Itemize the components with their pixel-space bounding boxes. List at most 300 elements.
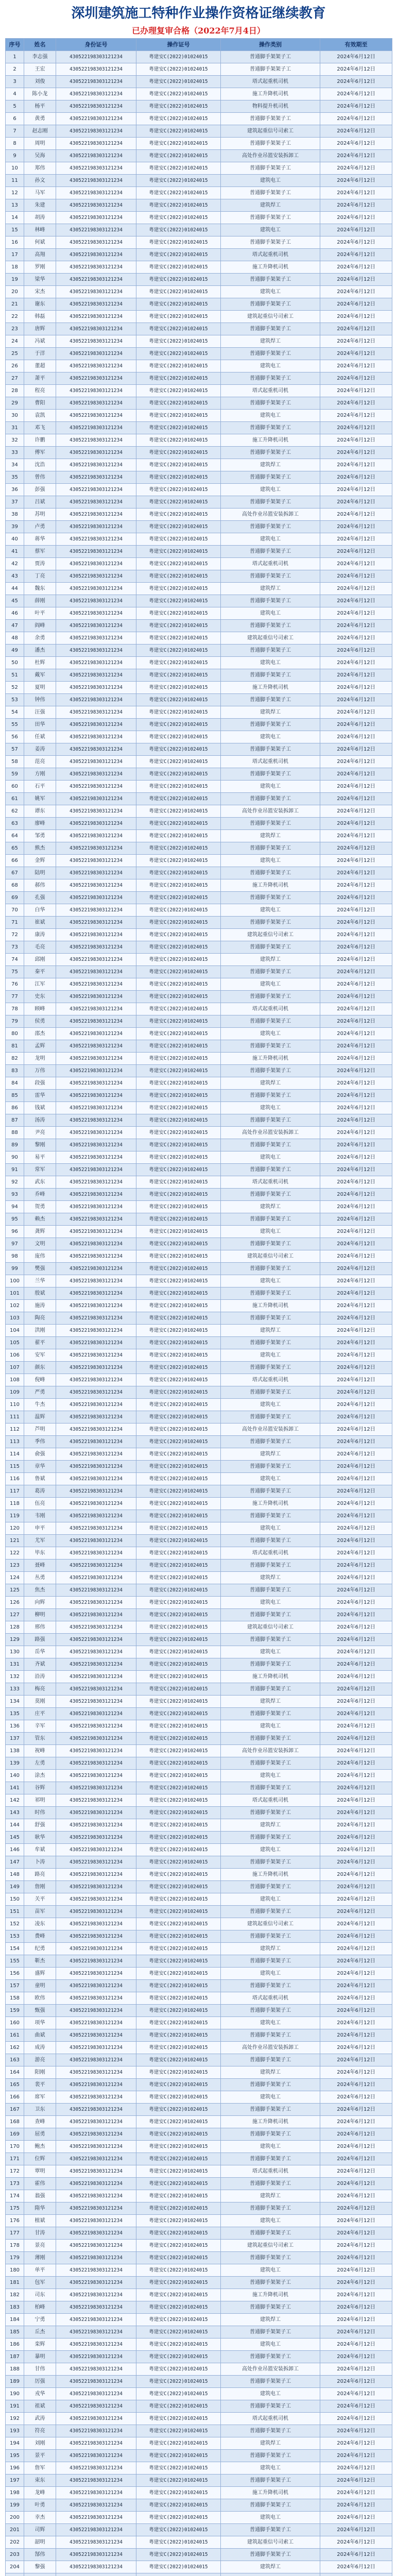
cell-operation-category: 普通脚手架架子工 [221, 1658, 320, 1671]
cell-id-number: 430522198303121234 [56, 274, 136, 286]
cell-operation-category: 施工升降机司机 [221, 261, 320, 274]
cell-name: 刘刚 [24, 2437, 56, 2450]
cell-seq: 5 [6, 100, 24, 113]
cell-operation-category: 普通脚手架架子工 [221, 2475, 320, 2487]
cell-name: 卢勇 [24, 521, 56, 533]
cell-operation-category: 普通脚手架架子工 [221, 51, 320, 63]
cell-name: 盛辉 [24, 1968, 56, 1980]
cell-seq: 195 [6, 2450, 24, 2462]
cell-certificate-number: 粤建安C(2022)01024015 [136, 607, 221, 620]
cell-id-number: 430522198303121234 [56, 1003, 136, 1015]
cell-id-number: 430522198303121234 [56, 991, 136, 1003]
cell-operation-category: 普通脚手架架子工 [221, 1906, 320, 1918]
table-row [6, 2264, 392, 2277]
cell-seq: 36 [6, 484, 24, 496]
cell-id-number: 430522198303121234 [56, 1708, 136, 1720]
cell-id-number: 430522198303121234 [56, 138, 136, 150]
cell-certificate-number: 粤建安C(2022)01024015 [136, 422, 221, 434]
cell-id-number: 430522198303121234 [56, 2079, 136, 2091]
cell-valid-until: 2024年6月12日 [320, 583, 392, 595]
table-row [6, 212, 392, 224]
cell-operation-category: 建筑电工 [221, 1473, 320, 1485]
cell-seq: 99 [6, 1263, 24, 1275]
cell-seq: 15 [6, 224, 24, 236]
cell-id-number: 430522198303121234 [56, 2487, 136, 2499]
cell-name: 耿华 [24, 1832, 56, 1844]
cell-seq: 170 [6, 2141, 24, 2153]
cell-seq: 119 [6, 1510, 24, 1522]
cell-id-number: 430522198303121234 [56, 1201, 136, 1213]
cell-operation-category: 普通脚手架架子工 [221, 1782, 320, 1794]
cell-seq: 181 [6, 2277, 24, 2289]
cell-certificate-number: 粤建安C(2022)01024015 [136, 2475, 221, 2487]
cell-valid-until: 2024年6月12日 [320, 63, 392, 76]
cell-valid-until: 2024年6月12日 [320, 2240, 392, 2252]
table-row [6, 2524, 392, 2536]
cell-certificate-number: 粤建安C(2022)01024015 [136, 2264, 221, 2277]
cell-id-number: 430522198303121234 [56, 360, 136, 372]
table-row [6, 570, 392, 583]
cell-operation-category: 塔式起重机司机 [221, 1547, 320, 1560]
cell-certificate-number: 粤建安C(2022)01024015 [136, 113, 221, 125]
cell-name: 武涛 [24, 2413, 56, 2425]
cell-id-number: 430522198303121234 [56, 2128, 136, 2141]
table-row [6, 1423, 392, 1436]
cell-valid-until: 2024年6月12日 [320, 162, 392, 175]
cell-valid-until: 2024年6月12日 [320, 1151, 392, 1164]
table-row [6, 1930, 392, 1943]
cell-certificate-number: 粤建安C(2022)01024015 [136, 2524, 221, 2536]
cell-seq: 8 [6, 138, 24, 150]
cell-id-number: 430522198303121234 [56, 447, 136, 459]
cell-operation-category: 建筑电工 [221, 2141, 320, 2153]
cell-name: 焦杰 [24, 1584, 56, 1597]
cell-valid-until: 2024年6月12日 [320, 1832, 392, 1844]
cell-id-number: 430522198303121234 [56, 1807, 136, 1819]
cell-id-number: 430522198303121234 [56, 657, 136, 669]
cell-seq: 55 [6, 719, 24, 731]
cell-valid-until: 2024年6月12日 [320, 236, 392, 249]
cell-name: 邹勇 [24, 830, 56, 842]
cell-name: 兰华 [24, 1275, 56, 1287]
cell-operation-category: 普通脚手架架子工 [221, 1065, 320, 1077]
cell-operation-category: 普通脚手架架子工 [221, 2104, 320, 2116]
table-row [6, 447, 392, 459]
table-row [6, 1869, 392, 1881]
table-row [6, 509, 392, 521]
cell-seq: 120 [6, 1522, 24, 1535]
table-row [6, 2202, 392, 2215]
cell-operation-category: 普通脚手架架子工 [221, 570, 320, 583]
cell-certificate-number: 粤建安C(2022)01024015 [136, 1498, 221, 1510]
cell-valid-until: 2024年6月12日 [320, 2252, 392, 2264]
cell-certificate-number: 粤建安C(2022)01024015 [136, 2029, 221, 2042]
cell-operation-category: 普通脚手架架子工 [221, 422, 320, 434]
cell-valid-until: 2024年6月12日 [320, 385, 392, 397]
cell-certificate-number: 粤建安C(2022)01024015 [136, 447, 221, 459]
table-row [6, 2289, 392, 2301]
cell-valid-until: 2024年6月12日 [320, 224, 392, 236]
cell-name: 暴明 [24, 2351, 56, 2363]
cell-seq: 136 [6, 1720, 24, 1733]
cell-operation-category: 建筑电工 [221, 1226, 320, 1238]
cell-valid-until: 2024年6月12日 [320, 1436, 392, 1448]
cell-operation-category: 建筑电工 [221, 1028, 320, 1040]
cell-certificate-number: 粤建安C(2022)01024015 [136, 397, 221, 410]
table-row [6, 2475, 392, 2487]
cell-seq: 53 [6, 694, 24, 706]
cell-seq: 141 [6, 1782, 24, 1794]
cell-id-number: 430522198303121234 [56, 484, 136, 496]
cell-seq: 89 [6, 1139, 24, 1151]
cell-valid-until: 2024年6月12日 [320, 2524, 392, 2536]
cell-seq: 12 [6, 187, 24, 199]
cell-certificate-number: 粤建安C(2022)01024015 [136, 2326, 221, 2338]
cell-operation-category: 建筑电工 [221, 781, 320, 793]
cell-certificate-number: 粤建安C(2022)01024015 [136, 199, 221, 212]
cell-operation-category: 普通脚手架架子工 [221, 298, 320, 311]
cell-valid-until: 2024年6月12日 [320, 533, 392, 546]
table-row [6, 2054, 392, 2066]
cell-certificate-number: 粤建安C(2022)01024015 [136, 1634, 221, 1646]
cell-operation-category: 建筑电工 [221, 2388, 320, 2400]
cell-certificate-number: 粤建安C(2022)01024015 [136, 1399, 221, 1411]
cell-id-number: 430522198303121234 [56, 842, 136, 855]
cell-certificate-number: 粤建安C(2022)01024015 [136, 1015, 221, 1028]
cell-operation-category: 建筑电工 [221, 855, 320, 867]
cell-id-number: 430522198303121234 [56, 645, 136, 657]
cell-name: 丛勇 [24, 1572, 56, 1584]
cell-name: 乔峰 [24, 1189, 56, 1201]
cell-id-number: 430522198303121234 [56, 1473, 136, 1485]
cell-id-number: 430522198303121234 [56, 694, 136, 706]
cell-name: 崔斌 [24, 917, 56, 929]
cell-operation-category: 普通脚手架架子工 [221, 1535, 320, 1547]
cell-name: 祝峰 [24, 1745, 56, 1757]
cell-operation-category: 建筑电工 [221, 607, 320, 620]
cell-valid-until: 2024年6月12日 [320, 632, 392, 645]
cell-id-number: 430522198303121234 [56, 199, 136, 212]
cell-seq: 14 [6, 212, 24, 224]
cell-valid-until: 2024年6月12日 [320, 669, 392, 682]
cell-name: 侯勇 [24, 1015, 56, 1028]
cell-operation-category: 塔式起重机司机 [221, 249, 320, 261]
cell-seq: 159 [6, 2005, 24, 2017]
cell-certificate-number: 粤建安C(2022)01024015 [136, 2240, 221, 2252]
cell-seq: 35 [6, 471, 24, 484]
cell-seq: 69 [6, 892, 24, 904]
cell-operation-category: 建筑电工 [221, 224, 320, 236]
cell-valid-until: 2024年6月12日 [320, 360, 392, 372]
cell-id-number: 430522198303121234 [56, 2116, 136, 2128]
cell-operation-category: 施工升降机司机 [221, 1498, 320, 1510]
cell-name: 毕东 [24, 1547, 56, 1560]
cell-id-number: 430522198303121234 [56, 162, 136, 175]
cell-id-number: 430522198303121234 [56, 434, 136, 447]
table-row [6, 1176, 392, 1189]
cell-name: 牟斌 [24, 1844, 56, 1856]
table-row [6, 2277, 392, 2289]
cell-seq: 94 [6, 1201, 24, 1213]
cell-seq: 27 [6, 372, 24, 385]
cell-name: 苏明 [24, 509, 56, 521]
cell-seq: 74 [6, 954, 24, 966]
cell-name: 田华 [24, 719, 56, 731]
cell-seq: 84 [6, 1077, 24, 1090]
cell-id-number: 430522198303121234 [56, 2252, 136, 2264]
cell-id-number: 430522198303121234 [56, 1510, 136, 1522]
cell-valid-until: 2024年6月12日 [320, 694, 392, 706]
cell-name: 植斌 [24, 2215, 56, 2227]
cell-operation-category: 建筑焊工 [221, 1696, 320, 1708]
cell-valid-until: 2024年6月12日 [320, 496, 392, 509]
cell-id-number: 430522198303121234 [56, 855, 136, 867]
table-row [6, 1015, 392, 1028]
cell-seq: 25 [6, 348, 24, 360]
cell-certificate-number: 粤建安C(2022)01024015 [136, 2116, 221, 2128]
cell-name: 金辉 [24, 855, 56, 867]
cell-operation-category: 建筑电工 [221, 1522, 320, 1535]
table-row [6, 1164, 392, 1176]
cell-valid-until: 2024年6月12日 [320, 138, 392, 150]
cell-name: 幸杰 [24, 2512, 56, 2524]
cell-name: 凌东 [24, 1918, 56, 1930]
cell-valid-until: 2024年6月12日 [320, 100, 392, 113]
cell-certificate-number: 粤建安C(2022)01024015 [136, 1386, 221, 1399]
header-valid-until: 有效期至 [320, 39, 392, 51]
cell-valid-until: 2024年6月12日 [320, 125, 392, 138]
cell-seq: 83 [6, 1065, 24, 1077]
cell-name: 詹军 [24, 2462, 56, 2475]
cell-name: 钱斌 [24, 1102, 56, 1114]
table-row [6, 1535, 392, 1547]
cell-valid-until: 2024年6月12日 [320, 2128, 392, 2141]
cell-certificate-number: 粤建安C(2022)01024015 [136, 2066, 221, 2079]
cell-operation-category: 普通脚手架架子工 [221, 2400, 320, 2413]
cell-certificate-number: 粤建安C(2022)01024015 [136, 818, 221, 830]
cell-id-number: 430522198303121234 [56, 1621, 136, 1634]
cell-seq: 23 [6, 323, 24, 335]
cell-seq: 73 [6, 941, 24, 954]
cell-id-number: 430522198303121234 [56, 954, 136, 966]
cell-operation-category: 普通脚手架架子工 [221, 372, 320, 385]
cell-valid-until: 2024年6月12日 [320, 867, 392, 879]
cell-seq: 124 [6, 1572, 24, 1584]
cell-id-number: 430522198303121234 [56, 1127, 136, 1139]
cell-id-number: 430522198303121234 [56, 459, 136, 471]
cell-operation-category: 普通脚手架架子工 [221, 1015, 320, 1028]
cell-certificate-number: 粤建安C(2022)01024015 [136, 2437, 221, 2450]
cell-id-number: 430522198303121234 [56, 2104, 136, 2116]
cell-certificate-number: 粤建安C(2022)01024015 [136, 2252, 221, 2264]
cell-name: 董超 [24, 360, 56, 372]
cell-name: 曹阳 [24, 397, 56, 410]
cell-name: 管东 [24, 1733, 56, 1745]
cell-seq: 176 [6, 2215, 24, 2227]
cell-name: 祖斌 [24, 2400, 56, 2413]
cell-seq: 16 [6, 236, 24, 249]
cell-certificate-number: 粤建安C(2022)01024015 [136, 372, 221, 385]
cell-id-number: 430522198303121234 [56, 2400, 136, 2413]
cell-valid-until: 2024年6月12日 [320, 1782, 392, 1794]
cell-seq: 152 [6, 1918, 24, 1930]
cell-seq: 134 [6, 1696, 24, 1708]
table-row [6, 471, 392, 484]
table-row [6, 1040, 392, 1053]
cell-id-number: 430522198303121234 [56, 1683, 136, 1696]
cell-valid-until: 2024年6月12日 [320, 397, 392, 410]
cell-name: 黎刚 [24, 1139, 56, 1151]
cell-valid-until: 2024年6月12日 [320, 459, 392, 471]
table-row [6, 546, 392, 558]
cell-operation-category: 高处作业吊篮安装拆卸工 [221, 150, 320, 162]
table-row [6, 842, 392, 855]
cell-seq: 49 [6, 645, 24, 657]
table-row [6, 917, 392, 929]
cell-id-number: 430522198303121234 [56, 1436, 136, 1448]
cell-name: 裴平 [24, 2079, 56, 2091]
cell-certificate-number: 粤建安C(2022)01024015 [136, 51, 221, 63]
cell-seq: 188 [6, 2363, 24, 2376]
cell-name: 龙明 [24, 1053, 56, 1065]
cell-seq: 7 [6, 125, 24, 138]
cell-seq: 67 [6, 867, 24, 879]
cell-id-number: 430522198303121234 [56, 1300, 136, 1312]
cell-seq: 166 [6, 2091, 24, 2104]
table-row [6, 1510, 392, 1522]
cell-operation-category: 普通脚手架架子工 [221, 2326, 320, 2338]
cell-certificate-number: 粤建安C(2022)01024015 [136, 88, 221, 100]
cell-valid-until: 2024年6月12日 [320, 1992, 392, 2005]
cell-name: 谢东 [24, 298, 56, 311]
table-row [6, 2388, 392, 2400]
cell-certificate-number: 粤建安C(2022)01024015 [136, 892, 221, 904]
table-row [6, 657, 392, 669]
table-row [6, 2561, 392, 2573]
cell-name: 杨平 [24, 100, 56, 113]
table-row [6, 1807, 392, 1819]
cell-id-number: 430522198303121234 [56, 1745, 136, 1757]
cell-seq: 24 [6, 335, 24, 348]
cell-certificate-number: 粤建安C(2022)01024015 [136, 1362, 221, 1374]
cell-name: 岳华 [24, 1646, 56, 1658]
cell-valid-until: 2024年6月12日 [320, 620, 392, 632]
cell-id-number: 430522198303121234 [56, 1374, 136, 1386]
cell-operation-category: 普通脚手架架子工 [221, 1881, 320, 1893]
cell-id-number: 430522198303121234 [56, 1015, 136, 1028]
cell-operation-category: 建筑电工 [221, 1968, 320, 1980]
table-row [6, 187, 392, 199]
table-row [6, 1683, 392, 1696]
cell-name: 俞强 [24, 1448, 56, 1461]
cell-certificate-number: 粤建安C(2022)01024015 [136, 2277, 221, 2289]
table-row [6, 1102, 392, 1114]
cell-name: 查峰 [24, 2116, 56, 2128]
cell-seq: 117 [6, 1485, 24, 1498]
table-row [6, 1028, 392, 1040]
cell-name: 屈勇 [24, 2128, 56, 2141]
cell-valid-until: 2024年6月12日 [320, 1349, 392, 1362]
cell-valid-until: 2024年6月12日 [320, 1448, 392, 1461]
cell-operation-category: 建筑电工 [221, 484, 320, 496]
cell-valid-until: 2024年6月12日 [320, 1189, 392, 1201]
table-row [6, 236, 392, 249]
table-row [6, 1621, 392, 1634]
cell-name: 舒强 [24, 1819, 56, 1832]
cell-certificate-number: 粤建安C(2022)01024015 [136, 1646, 221, 1658]
cell-valid-until: 2024年6月12日 [320, 1770, 392, 1782]
cell-valid-until: 2024年6月12日 [320, 335, 392, 348]
cell-name: 葛涛 [24, 1485, 56, 1498]
cell-name: 郜伟 [24, 2549, 56, 2561]
cell-certificate-number: 粤建安C(2022)01024015 [136, 694, 221, 706]
table-row [6, 1498, 392, 1510]
cell-certificate-number: 粤建安C(2022)01024015 [136, 2091, 221, 2104]
cell-id-number: 430522198303121234 [56, 2215, 136, 2227]
cell-certificate-number: 粤建安C(2022)01024015 [136, 76, 221, 88]
cell-seq: 70 [6, 904, 24, 917]
table-row [6, 1312, 392, 1325]
cell-certificate-number: 粤建安C(2022)01024015 [136, 2499, 221, 2512]
cell-id-number: 430522198303121234 [56, 249, 136, 261]
cell-valid-until: 2024年6月12日 [320, 1065, 392, 1077]
cell-id-number: 430522198303121234 [56, 570, 136, 583]
cell-certificate-number: 粤建安C(2022)01024015 [136, 2561, 221, 2573]
table-row [6, 1127, 392, 1139]
cell-name: 翟平 [24, 1337, 56, 1349]
table-row [6, 991, 392, 1003]
cell-seq: 85 [6, 1090, 24, 1102]
table-row [6, 1980, 392, 1992]
cell-operation-category: 普通脚手架架子工 [221, 1114, 320, 1127]
cell-name: 戴军 [24, 669, 56, 682]
cell-operation-category: 普通脚手架架子工 [221, 2524, 320, 2536]
cell-operation-category: 建筑焊工 [221, 335, 320, 348]
table-row [6, 2079, 392, 2091]
cell-name: 鲁斌 [24, 1473, 56, 1485]
cell-operation-category: 施工升降机司机 [221, 1671, 320, 1683]
cell-seq: 128 [6, 1621, 24, 1634]
table-row [6, 459, 392, 471]
cell-certificate-number: 粤建安C(2022)01024015 [136, 1522, 221, 1535]
cell-seq: 109 [6, 1386, 24, 1399]
cell-seq: 204 [6, 2561, 24, 2573]
cell-id-number: 430522198303121234 [56, 2017, 136, 2029]
table-row [6, 88, 392, 100]
cell-name: 柳明 [24, 1609, 56, 1621]
table-row [6, 830, 392, 842]
cell-id-number: 430522198303121234 [56, 1411, 136, 1423]
cell-seq: 121 [6, 1535, 24, 1547]
cell-name: 魏东 [24, 583, 56, 595]
cell-seq: 106 [6, 1349, 24, 1362]
cell-certificate-number: 粤建安C(2022)01024015 [136, 954, 221, 966]
cell-seq: 60 [6, 781, 24, 793]
cell-name: 向辉 [24, 1597, 56, 1609]
cell-seq: 113 [6, 1436, 24, 1448]
cell-name: 单平 [24, 2264, 56, 2277]
cell-certificate-number: 粤建安C(2022)01024015 [136, 348, 221, 360]
cell-operation-category: 普通脚手架架子工 [221, 669, 320, 682]
table-row [6, 1436, 392, 1448]
cell-valid-until: 2024年6月12日 [320, 978, 392, 991]
cell-seq: 11 [6, 175, 24, 187]
cell-name: 郝伟 [24, 879, 56, 892]
table-row [6, 360, 392, 372]
cell-name: 谭东 [24, 805, 56, 818]
cell-certificate-number: 粤建安C(2022)01024015 [136, 929, 221, 941]
cell-seq: 86 [6, 1102, 24, 1114]
